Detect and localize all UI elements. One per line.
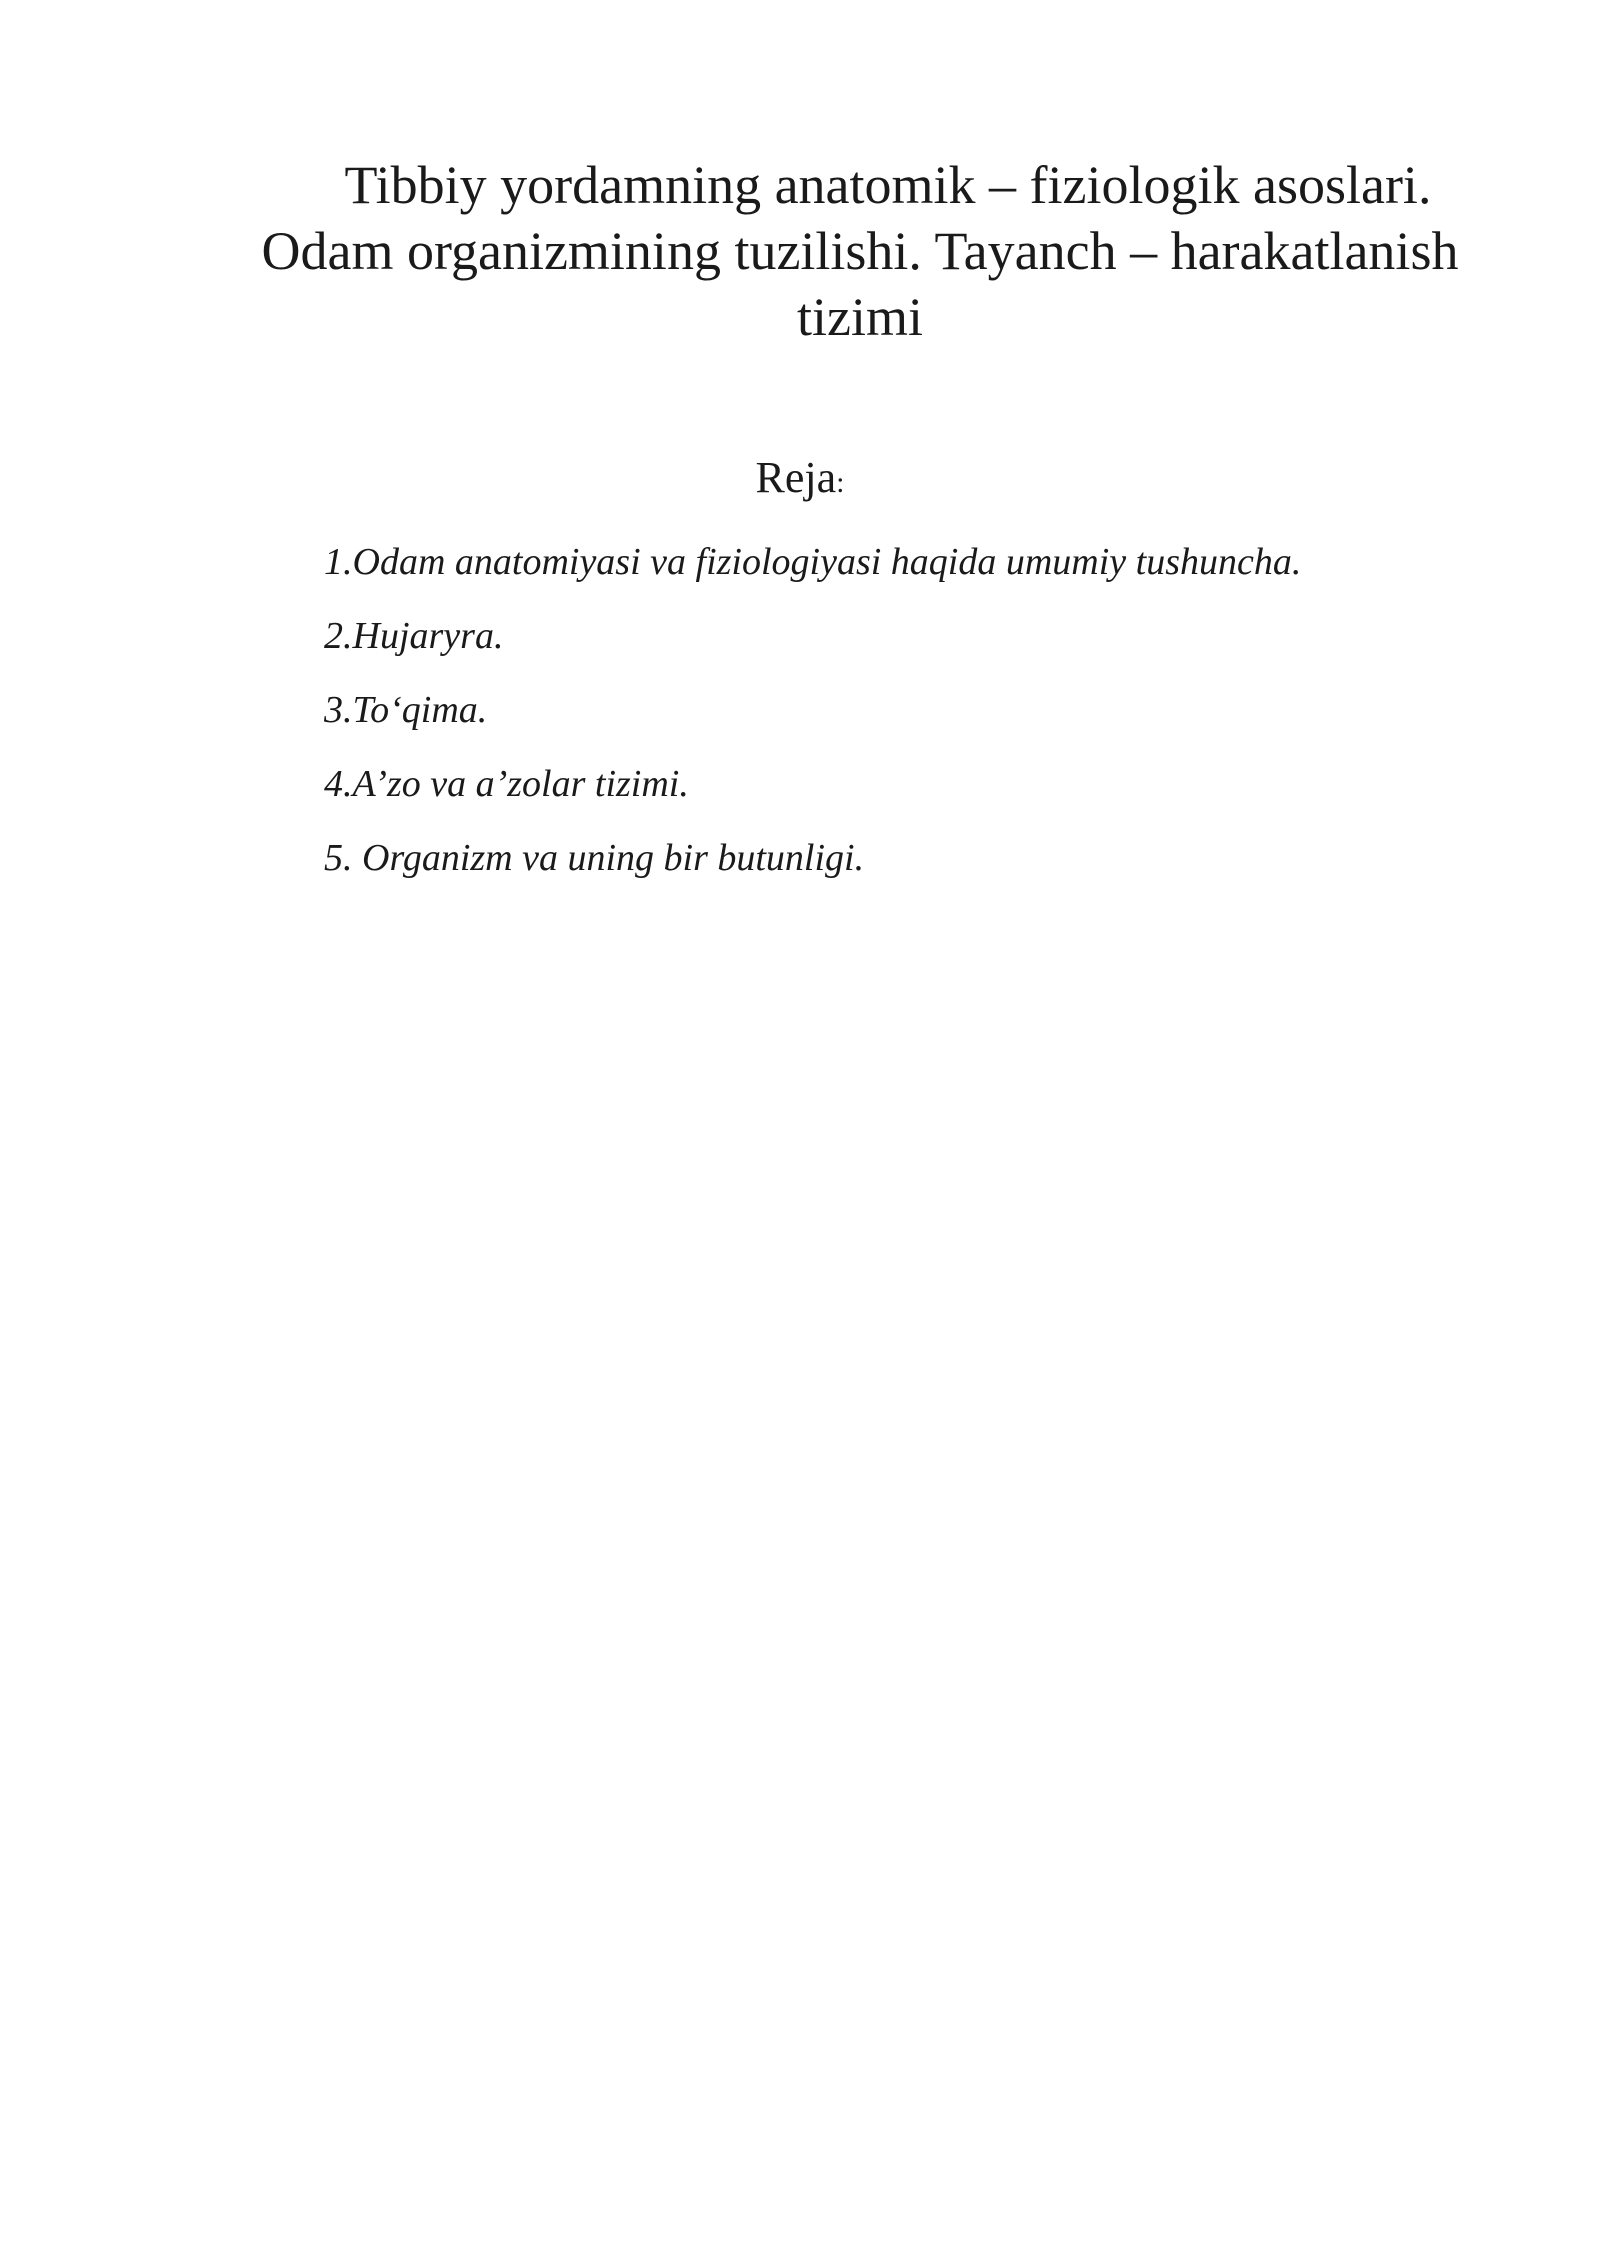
plan-item: 4.A’zo va a’zolar tizimi. bbox=[324, 763, 689, 805]
document-title: Tibbiy yordamning anatomik – fiziologik asoslari. Odam organizmining tuzilishi. Tayanch – harakatlanish tizimi bbox=[261, 155, 1459, 347]
plan-heading bbox=[0, 451, 1600, 510]
plan-item: 5. Organizm va uning bir butunligi. bbox=[324, 837, 865, 879]
plan-item: 2.Hujaryra. bbox=[324, 615, 504, 657]
plan-item: 1.Odam anatomiyasi va fiziologiyasi haqida umumiy tushuncha. bbox=[324, 541, 1302, 583]
plan-item: 3.To‘qima. bbox=[324, 689, 488, 731]
plan-list bbox=[324, 540, 1301, 910]
plan-heading-colon: : bbox=[836, 466, 845, 499]
plan-heading-text: Reja bbox=[755, 453, 837, 502]
